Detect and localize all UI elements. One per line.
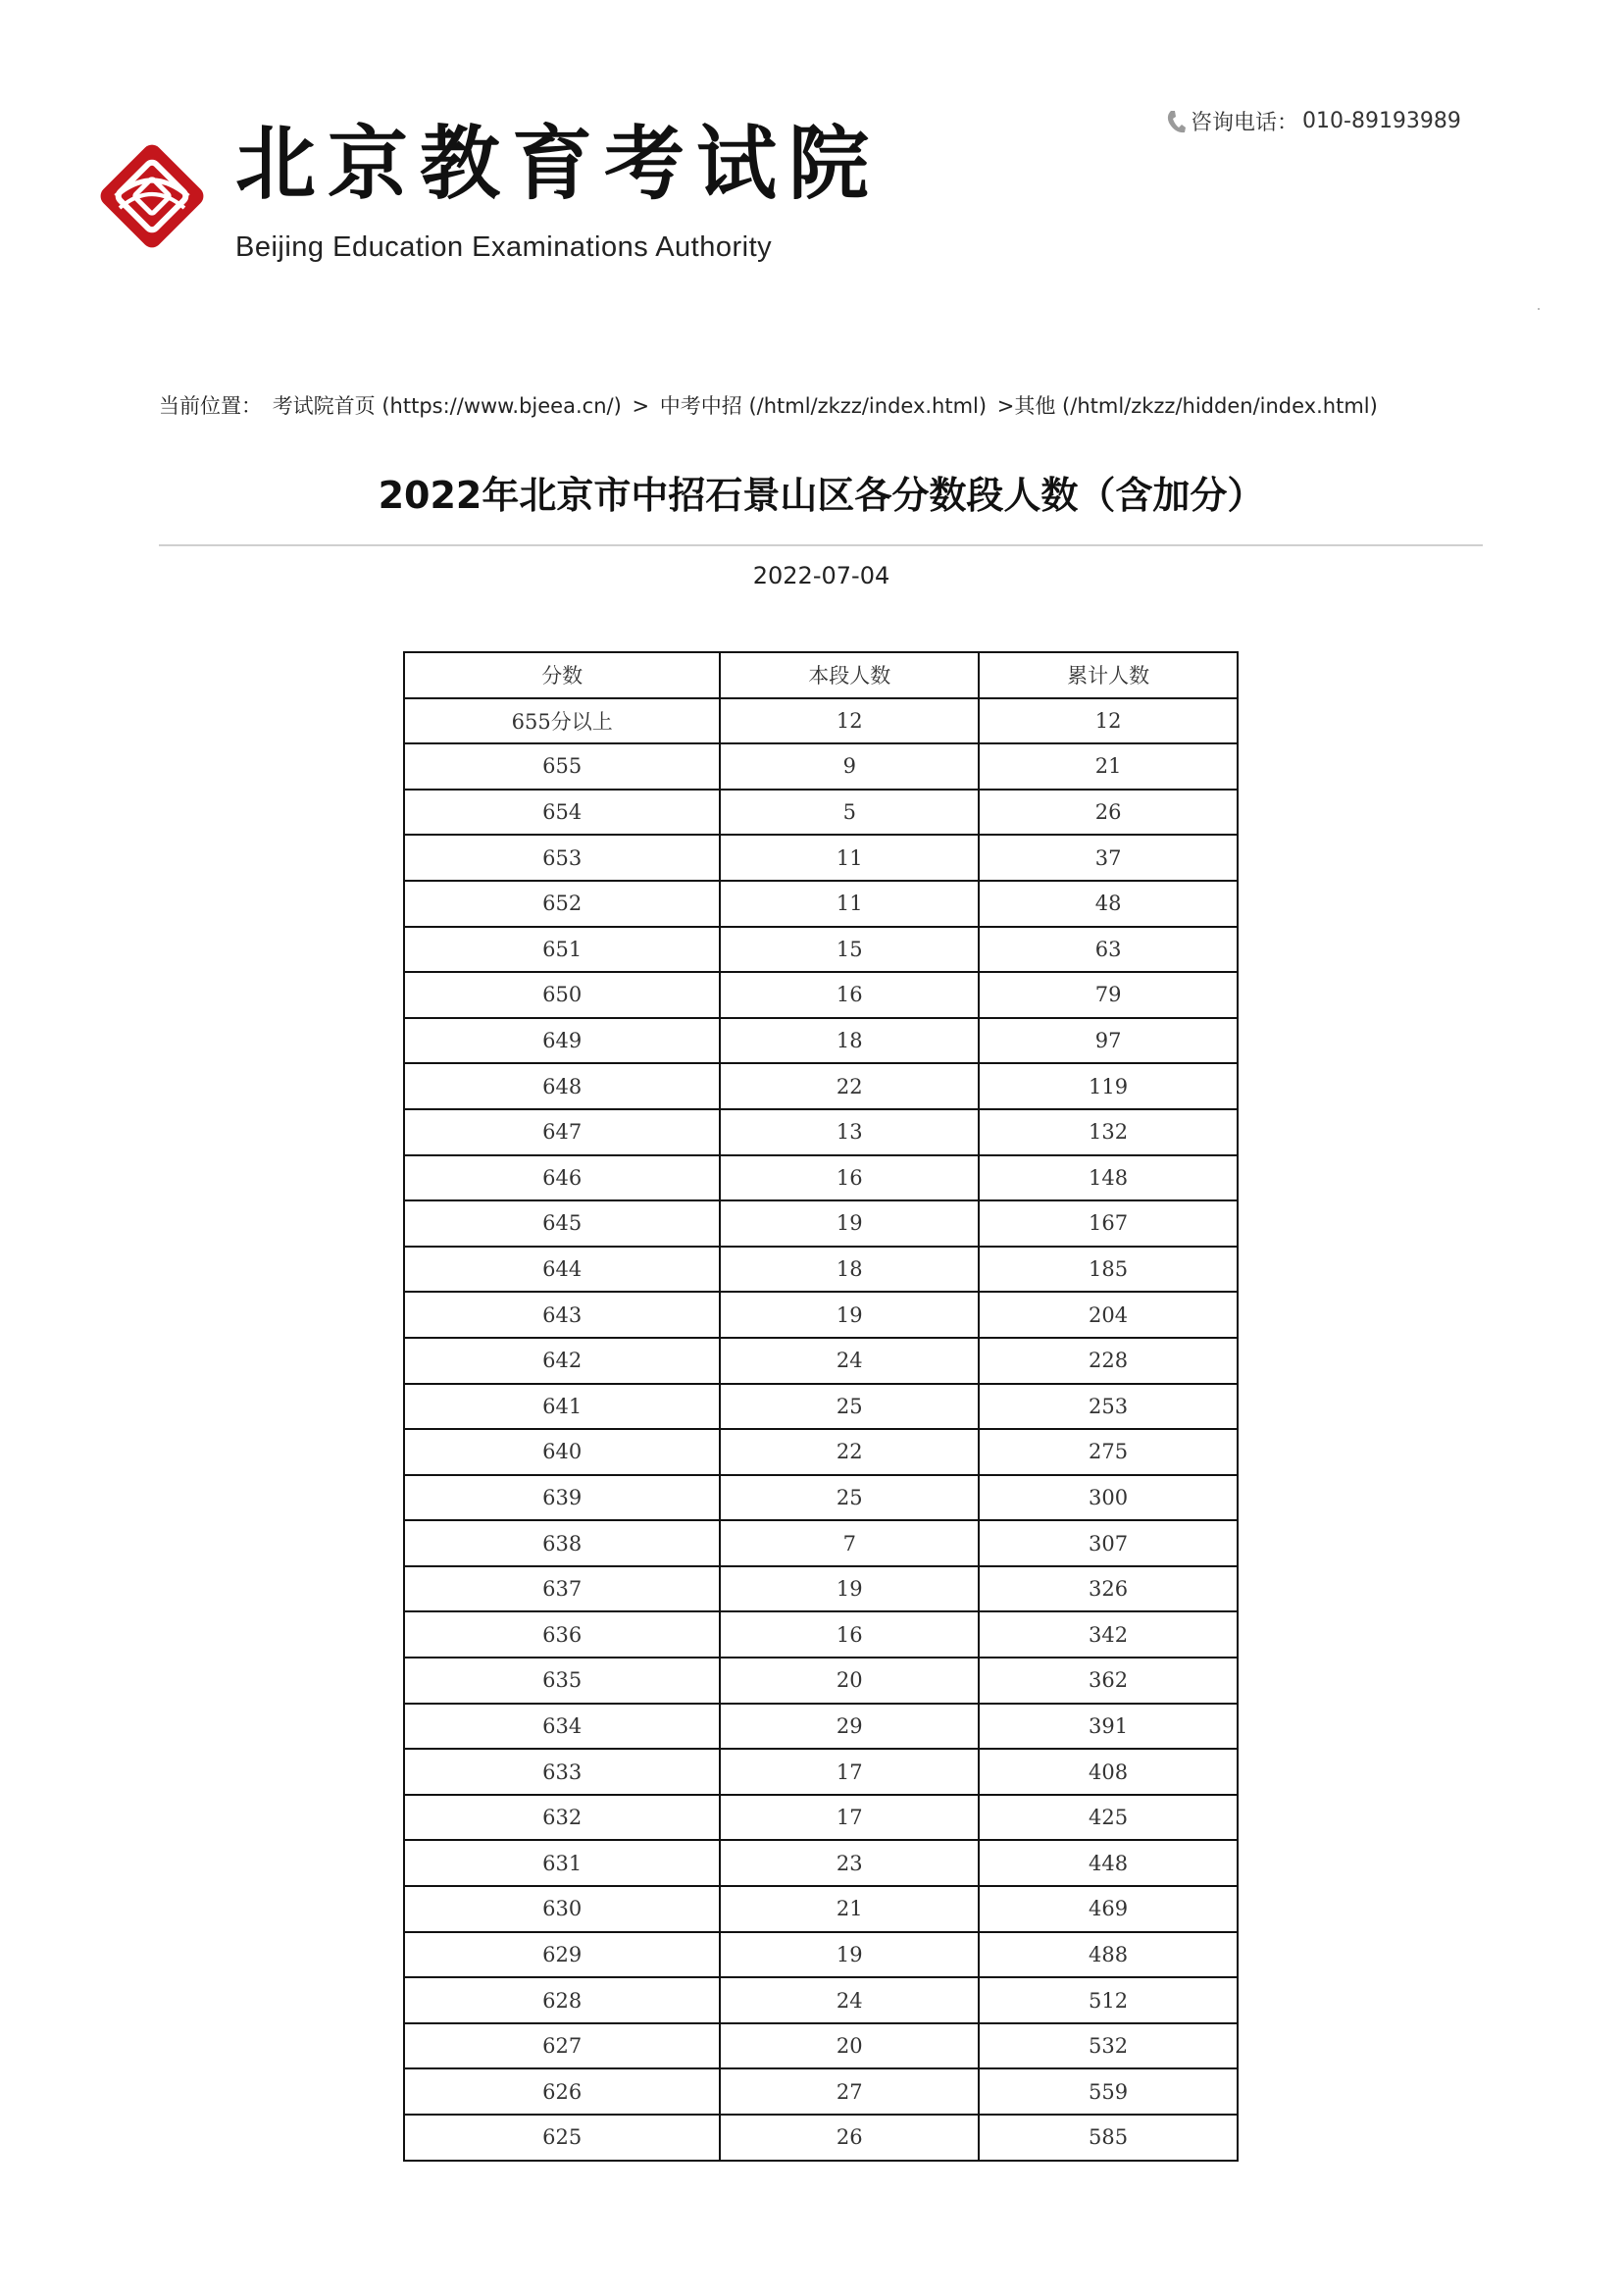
cell-cumulative-count: 26 <box>979 790 1238 836</box>
cell-score: 636 <box>404 1611 720 1658</box>
cell-cumulative-count: 300 <box>979 1475 1238 1521</box>
column-header-score: 分数 <box>404 652 720 698</box>
cell-cumulative-count: 408 <box>979 1749 1238 1795</box>
cell-segment-count: 11 <box>720 881 979 927</box>
cell-score: 635 <box>404 1658 720 1704</box>
bjeea-logo-icon <box>98 135 206 257</box>
cell-segment-count: 16 <box>720 1155 979 1201</box>
breadcrumb-link-zkzz[interactable]: 中考中招 (/html/zkzz/index.html) <box>659 394 988 418</box>
cell-segment-count: 19 <box>720 1292 979 1338</box>
table-row <box>404 1611 1238 1658</box>
column-header-segment-count: 本段人数 <box>720 652 979 698</box>
cell-score: 640 <box>404 1429 720 1475</box>
cell-score: 628 <box>404 1977 720 2023</box>
page-title: 2022年北京市中招石景山区各分数段人数（含加分） <box>378 474 1265 517</box>
cell-segment-count: 26 <box>720 2115 979 2161</box>
cell-cumulative-count: 48 <box>979 881 1238 927</box>
score-distribution-table <box>403 651 1239 2162</box>
table-row <box>404 1063 1238 1109</box>
table-row <box>404 1429 1238 1475</box>
cell-segment-count: 7 <box>720 1520 979 1566</box>
cell-segment-count: 18 <box>720 1018 979 1064</box>
cell-cumulative-count: 275 <box>979 1429 1238 1475</box>
cell-segment-count: 17 <box>720 1749 979 1795</box>
cell-segment-count: 16 <box>720 1611 979 1658</box>
table-row <box>404 698 1238 744</box>
cell-cumulative-count: 425 <box>979 1795 1238 1841</box>
cell-score: 643 <box>404 1292 720 1338</box>
cell-cumulative-count: 12 <box>979 698 1238 744</box>
cell-cumulative-count: 532 <box>979 2023 1238 2069</box>
cell-score: 629 <box>404 1932 720 1978</box>
cell-cumulative-count: 21 <box>979 743 1238 790</box>
cell-score: 645 <box>404 1200 720 1247</box>
cell-cumulative-count: 469 <box>979 1886 1238 1932</box>
cell-segment-count: 27 <box>720 2068 979 2115</box>
cell-score: 648 <box>404 1063 720 1109</box>
table-row <box>404 1795 1238 1841</box>
cell-score: 655 <box>404 743 720 790</box>
cell-cumulative-count: 119 <box>979 1063 1238 1109</box>
cell-segment-count: 24 <box>720 1338 979 1384</box>
table-row <box>404 2115 1238 2161</box>
cell-cumulative-count: 559 <box>979 2068 1238 2115</box>
cell-score: 642 <box>404 1338 720 1384</box>
cell-cumulative-count: 63 <box>979 927 1238 973</box>
table-body <box>404 698 1238 2161</box>
cell-cumulative-count: 326 <box>979 1566 1238 1612</box>
table-row <box>404 743 1238 790</box>
table-row <box>404 1384 1238 1430</box>
table-row <box>404 1886 1238 1932</box>
breadcrumb-link-other[interactable]: >其他 (/html/zkzz/hidden/index.html) <box>996 394 1378 418</box>
cell-score: 630 <box>404 1886 720 1932</box>
cell-segment-count: 29 <box>720 1704 979 1750</box>
cell-score: 653 <box>404 835 720 881</box>
cell-score: 631 <box>404 1840 720 1886</box>
table-row <box>404 1018 1238 1064</box>
table-row <box>404 1520 1238 1566</box>
cell-segment-count: 25 <box>720 1384 979 1430</box>
cell-score: 655分以上 <box>404 698 720 744</box>
table-row <box>404 1977 1238 2023</box>
cell-score: 626 <box>404 2068 720 2115</box>
cell-segment-count: 22 <box>720 1429 979 1475</box>
table-row <box>404 1658 1238 1704</box>
table-row <box>404 972 1238 1018</box>
phone-icon <box>1165 109 1187 134</box>
cell-score: 647 <box>404 1109 720 1155</box>
table-row <box>404 835 1238 881</box>
brand-name-en: Beijing Education Examinations Authority <box>235 231 773 263</box>
breadcrumb-label: 当前位置： <box>159 394 262 418</box>
cell-cumulative-count: 512 <box>979 1977 1238 2023</box>
table-row <box>404 1292 1238 1338</box>
table-row <box>404 1566 1238 1612</box>
cell-cumulative-count: 97 <box>979 1018 1238 1064</box>
cell-segment-count: 17 <box>720 1795 979 1841</box>
cell-score: 637 <box>404 1566 720 1612</box>
table-row <box>404 1475 1238 1521</box>
cell-segment-count: 19 <box>720 1932 979 1978</box>
cell-segment-count: 16 <box>720 972 979 1018</box>
cell-segment-count: 20 <box>720 2023 979 2069</box>
cell-cumulative-count: 148 <box>979 1155 1238 1201</box>
cell-score: 625 <box>404 2115 720 2161</box>
cell-segment-count: 24 <box>720 1977 979 2023</box>
table-row <box>404 1704 1238 1750</box>
cell-segment-count: 18 <box>720 1247 979 1293</box>
cell-cumulative-count: 132 <box>979 1109 1238 1155</box>
table-row <box>404 1155 1238 1201</box>
cell-segment-count: 22 <box>720 1063 979 1109</box>
breadcrumb <box>159 390 1382 420</box>
title-divider <box>159 544 1483 546</box>
table-row <box>404 1749 1238 1795</box>
table-row <box>404 1109 1238 1155</box>
cell-segment-count: 12 <box>720 698 979 744</box>
cell-cumulative-count: 391 <box>979 1704 1238 1750</box>
cell-segment-count: 15 <box>720 927 979 973</box>
cell-score: 639 <box>404 1475 720 1521</box>
table-row <box>404 1247 1238 1293</box>
cell-score: 646 <box>404 1155 720 1201</box>
cell-segment-count: 20 <box>720 1658 979 1704</box>
cell-cumulative-count: 488 <box>979 1932 1238 1978</box>
cell-cumulative-count: 79 <box>979 972 1238 1018</box>
cell-cumulative-count: 167 <box>979 1200 1238 1247</box>
cell-segment-count: 9 <box>720 743 979 790</box>
cell-cumulative-count: 342 <box>979 1611 1238 1658</box>
cell-cumulative-count: 307 <box>979 1520 1238 1566</box>
table-row <box>404 1840 1238 1886</box>
cell-score: 644 <box>404 1247 720 1293</box>
table-row <box>404 2023 1238 2069</box>
contact-info <box>1165 106 1461 136</box>
table-row <box>404 790 1238 836</box>
cell-score: 634 <box>404 1704 720 1750</box>
decorative-dot <box>1538 308 1540 310</box>
table-row <box>404 1932 1238 1978</box>
table-row <box>404 1200 1238 1247</box>
cell-segment-count: 13 <box>720 1109 979 1155</box>
cell-segment-count: 21 <box>720 1886 979 1932</box>
cell-score: 650 <box>404 972 720 1018</box>
cell-cumulative-count: 253 <box>979 1384 1238 1430</box>
cell-segment-count: 19 <box>720 1566 979 1612</box>
cell-cumulative-count: 585 <box>979 2115 1238 2161</box>
cell-score: 651 <box>404 927 720 973</box>
breadcrumb-link-home[interactable]: 考试院首页 (https://www.bjeea.cn/) <box>272 394 622 418</box>
cell-cumulative-count: 185 <box>979 1247 1238 1293</box>
cell-segment-count: 23 <box>720 1840 979 1886</box>
publish-date: 2022-07-04 <box>752 562 890 589</box>
cell-score: 638 <box>404 1520 720 1566</box>
column-header-cumulative-count: 累计人数 <box>979 652 1238 698</box>
cell-cumulative-count: 448 <box>979 1840 1238 1886</box>
cell-cumulative-count: 228 <box>979 1338 1238 1384</box>
breadcrumb-separator: > <box>632 394 650 418</box>
table-row <box>404 927 1238 973</box>
table-header-row <box>404 652 1238 698</box>
contact-label: 咨询电话： <box>1191 111 1299 135</box>
cell-score: 652 <box>404 881 720 927</box>
cell-cumulative-count: 362 <box>979 1658 1238 1704</box>
cell-segment-count: 5 <box>720 790 979 836</box>
cell-score: 632 <box>404 1795 720 1841</box>
brand-name-cn: 北京教育考试院 <box>235 117 882 211</box>
table-row <box>404 2068 1238 2115</box>
cell-segment-count: 11 <box>720 835 979 881</box>
cell-score: 649 <box>404 1018 720 1064</box>
cell-segment-count: 19 <box>720 1200 979 1247</box>
table-row <box>404 881 1238 927</box>
cell-segment-count: 25 <box>720 1475 979 1521</box>
table-row <box>404 1338 1238 1384</box>
cell-score: 627 <box>404 2023 720 2069</box>
cell-cumulative-count: 37 <box>979 835 1238 881</box>
cell-score: 641 <box>404 1384 720 1430</box>
cell-score: 654 <box>404 790 720 836</box>
contact-phone: 010-89193989 <box>1302 109 1461 133</box>
cell-score: 633 <box>404 1749 720 1795</box>
cell-cumulative-count: 204 <box>979 1292 1238 1338</box>
